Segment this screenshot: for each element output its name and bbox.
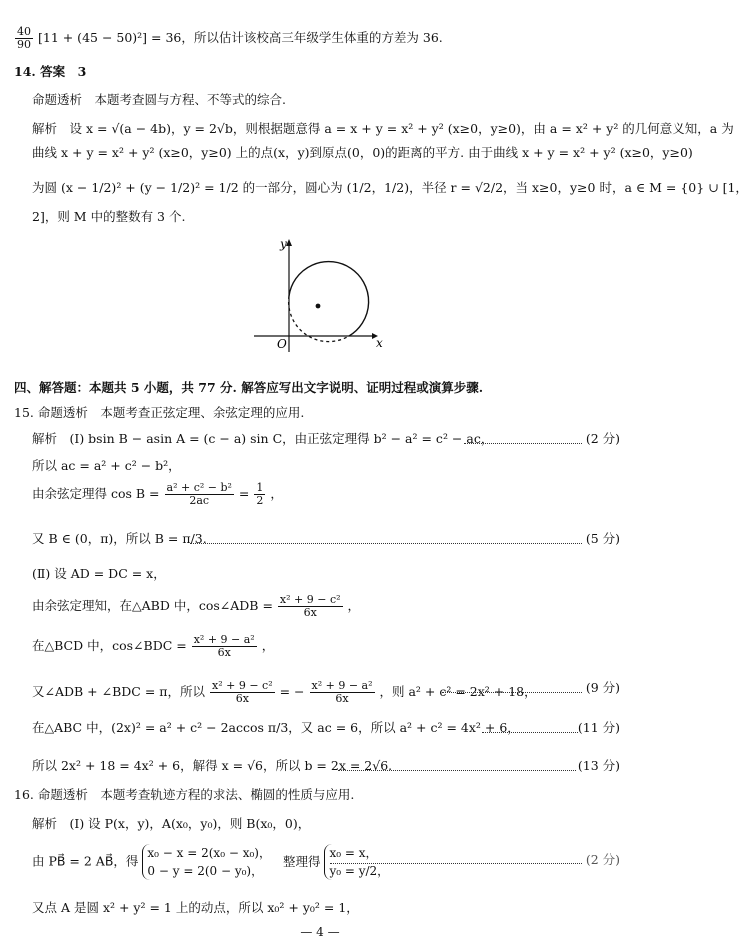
origin-label: O xyxy=(277,337,287,351)
q15-line-7: 在△BCD 中，cos∠BDC = $\frac{\text{x² + 9 − a²}}{6x}$ ， xyxy=(32,633,275,659)
y-axis-arrow xyxy=(286,239,292,246)
q15-line-9: 在△ABC 中，(2x)² = a² + c² − 2accos π/3，又 ac = 6，所以 a² + c² = 4x² + 6， xyxy=(32,720,520,735)
score-2: (2 分) xyxy=(585,431,620,446)
q16-intent: 16. 命题透析 本题考查轨迹方程的求法、椭圆的性质与应用. xyxy=(14,787,355,802)
fraction: $\frac{\text{x² + 9 − a²}}{6x}$ xyxy=(193,633,255,659)
fraction: $\frac{\text{x² + 9 − c²}}{6x}$ xyxy=(212,679,273,705)
q15-line-5: (Ⅱ) 设 AD = DC = x， xyxy=(32,566,166,581)
q14-intent: 命题透析 本题考查圆与方程、不等式的综合. xyxy=(32,92,286,107)
score-2: (2 分) xyxy=(585,852,620,867)
q14-answer: 14. 答案 3 xyxy=(14,64,87,79)
leader-dots xyxy=(190,543,582,544)
q16-line-1: 解析 (Ⅰ) 设 P(x，y)，A(x₀，y₀)，则 B(x₀，0)， xyxy=(32,816,311,831)
q14-solution-3: 为圆 (x − 1/2)² + (y − 1/2)² = 1/2 的一部分，圆心为 (1/2，1/2)，半径 r = √2/2，当 x≥0，y≥0 时，a ∈ M = {0} ∪ [1， xyxy=(32,180,748,195)
q15-line-10: 所以 2x² + 18 = 4x² + 6，解得 x = √6，所以 b = 2x = 2√6. xyxy=(32,758,393,773)
circle-figure xyxy=(0,0,640,360)
leader-dots xyxy=(482,732,578,733)
q14-solution-4: 2]，则 M 中的整数有 3 个. xyxy=(32,209,186,224)
fraction: $\frac{1}{2}$ xyxy=(256,481,264,507)
q15-line-8: 又∠ADB + ∠BDC = π，所以 $\frac{\text{x² + 9 − c²}}{6x}$ = − $\frac{\text{x² + 9 − a²}}{6x}$ ，则 a² + c² = 2x² + 18， xyxy=(32,679,537,705)
q15-intent: 15. 命题透析 本题考查正弦定理、余弦定理的应用. xyxy=(14,405,305,420)
equation-system: x₀ − x = 2(x₀ − x₀)， 0 − y = 2(0 − y₀)， xyxy=(142,844,271,880)
score-11: (11 分) xyxy=(577,720,620,735)
q15-line-1: 解析 (Ⅰ) bsin B − asin A = (c − a) sin C，由正弦定理得 b² − a² = c² − ac， xyxy=(32,431,494,446)
q15-line-6: 由余弦定理知，在△ABD 中，cos∠ADB = $\frac{\text{x² + 9 − c²}}{6x}$ ， xyxy=(32,593,361,619)
circle-solid-arc xyxy=(289,262,369,336)
q14-solution-1: 解析 设 x = √(a − 4b)，y = 2√b，则根据题意得 a = x + y = x² + y² (x≥0，y≥0)，由 a = x² + y² 的几何意义知，a 为 xyxy=(32,121,734,136)
circle-dashed-arc xyxy=(289,296,349,342)
circle-center-dot xyxy=(316,304,321,309)
score-13: (13 分) xyxy=(577,758,620,773)
fraction: $\frac{\text{x² + 9 − c²}}{6x}$ xyxy=(279,593,341,619)
q16-line-2: 由 PB⃗ = 2 AB⃗，得 x₀ − x = 2(x₀ − x₀)， 0 − y = 2(0 − y₀)， 整理得 x₀ = x， y₀ = y/2， xyxy=(32,846,390,878)
fraction-40-90: $\frac{40}{90}$ xyxy=(17,25,31,51)
q15-line-4: 又 B ∈ (0，π)，所以 B = π/3. xyxy=(32,531,207,546)
score-9: (9 分) xyxy=(585,680,620,695)
x-axis-label: x xyxy=(376,336,383,350)
section-4-header: 四、解答题：本题共 5 小题，共 77 分. 解答应写出文字说明、证明过程或演算步骤. xyxy=(14,380,484,395)
leader-dots xyxy=(338,770,576,771)
page-number: — 4 — xyxy=(300,925,340,939)
equation-system: x₀ = x， y₀ = y/2， xyxy=(324,844,389,880)
fraction: $\frac{\text{x² + 9 − a²}}{6x}$ xyxy=(311,679,373,705)
q16-line-3: 又点 A 是圆 x² + y² = 1 上的动点，所以 x₀² + y₀² = 1， xyxy=(32,900,359,915)
leader-dots xyxy=(464,443,582,444)
score-5: (5 分) xyxy=(585,531,620,546)
q15-line-3: 由余弦定理得 cos B = $\frac{\text{a² + c² − b²}}{2ac}$ = $\frac{1}{2}$ ， xyxy=(32,481,283,507)
q15-line-2: 所以 ac = a² + c² − b²， xyxy=(32,458,181,473)
q14-solution-2: 曲线 x + y = x² + y² (x≥0，y≥0) 上的点(x，y)到原点(0，0)的距离的平方. 由于曲线 x + y = x² + y² (x≥0，y≥0) xyxy=(32,145,693,160)
y-axis-label: y xyxy=(280,237,287,251)
carryover-line: $\frac{40}{90}$ [11 + (45 − 50)²] = 36，所以估计该校高三年级学生体重的方差为 36. xyxy=(17,25,443,51)
leader-dots xyxy=(330,863,582,864)
fraction: $\frac{\text{a² + c² − b²}}{2ac}$ xyxy=(166,481,232,507)
leader-dots xyxy=(442,692,582,693)
